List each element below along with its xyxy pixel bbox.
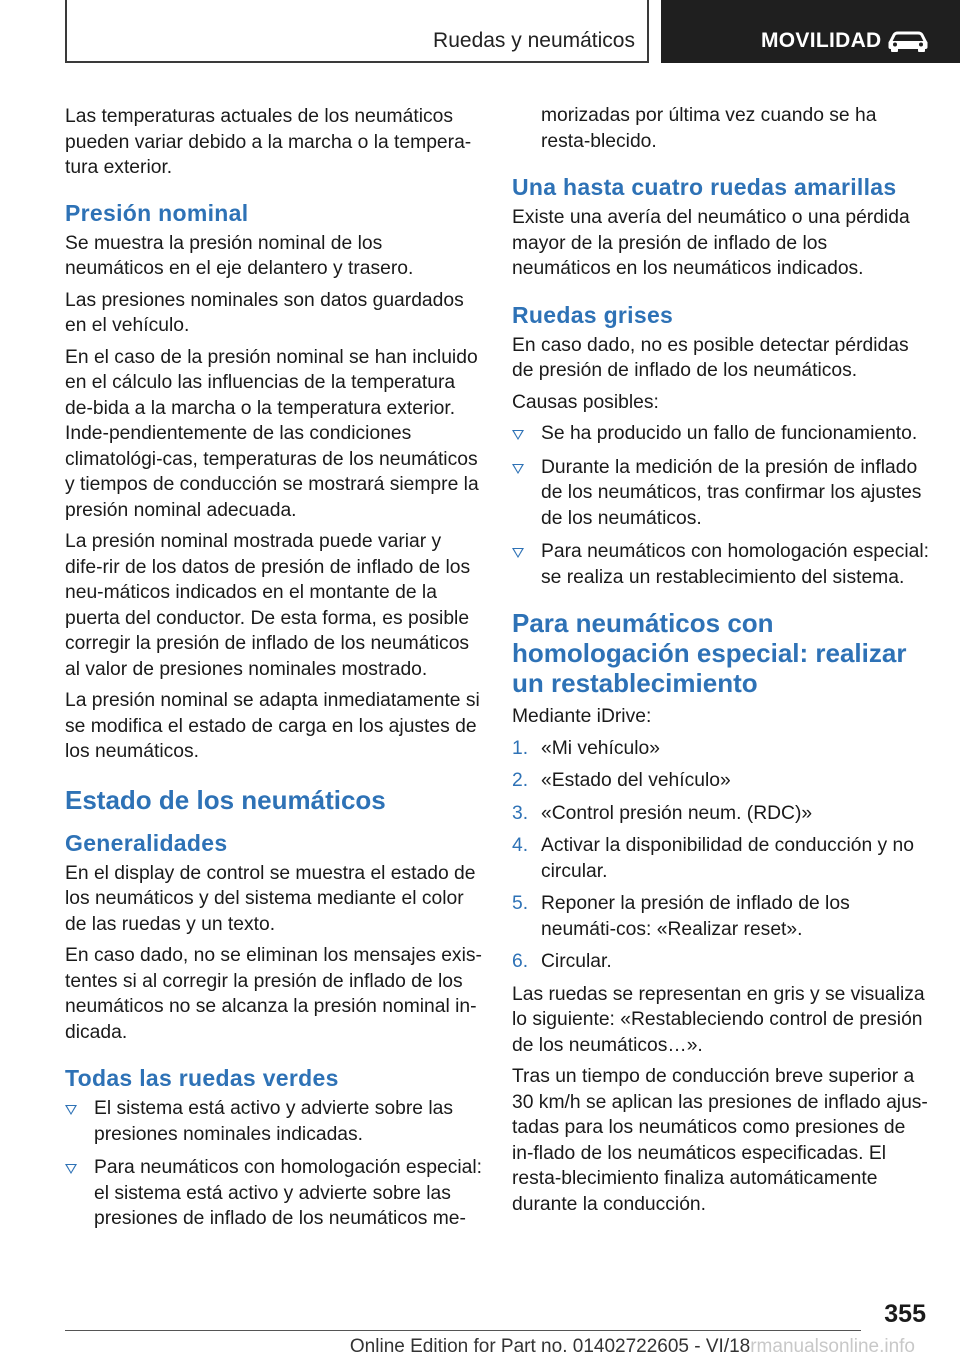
heading-ruedas-amarillas: Una hasta cuatro ruedas amarillas [512, 174, 897, 200]
paragraph: Las ruedas se representan en gris y se visualiza lo siguiente: «Restableciendo control de presión de los neumáticos…». [512, 983, 925, 1056]
paragraph: La presión nominal mostrada puede variar y dife-rir de los datos de presión de inflado de los neu-máticos indicados en el montante de la puerta del conductor. De esta forma, es posible corregir la presión de inflado de los neumáticos al valor de presiones nominales mostrado. [65, 531, 471, 680]
right-column [512, 103, 930, 1223]
heading-estado-neumaticos: Estado de los neumáticos [65, 784, 386, 815]
bullet-triangle-icon [65, 1164, 77, 1174]
verdes-list [65, 1096, 483, 1232]
steps-list [512, 736, 930, 975]
step-item: 5. Reponer la presión de inflado de los neumáti-cos: «Realizar reset». [512, 893, 850, 940]
paragraph: Existe una avería del neumático o una pérdida mayor de la presión de inflado de los neumáticos en los neumáticos indicados. [512, 207, 910, 279]
heading-presion-nominal: Presión nominal [65, 199, 249, 226]
bullet-triangle-icon [512, 464, 524, 474]
paragraph: Las presiones nominales son datos guardados en el vehículo. [65, 289, 464, 336]
heading-ruedas-grises: Ruedas grises [512, 301, 674, 328]
paragraph: En el display de control se muestra el estado de los neumáticos y del sistema mediante el color de las ruedas y un texto. [65, 862, 476, 935]
list-item: Durante la medición de la presión de inflado de los neumáticos, tras confirmar los ajustes de los neumáticos. [512, 455, 930, 532]
section-title: Ruedas y neumáticos [433, 29, 635, 52]
step-item: 2. «Estado del vehículo» [512, 770, 731, 791]
bullet-triangle-icon [65, 1105, 77, 1115]
watermark: rmanualsonline.info [750, 1336, 915, 1357]
page-number: 355 [884, 1300, 926, 1328]
step-item: 1. «Mi vehículo» [512, 737, 660, 759]
continued-paragraph: morizadas por última vez cuando se ha resta-blecido. [541, 105, 877, 152]
heading-generalidades: Generalidades [65, 829, 228, 856]
heading-homologacion-reset: Para neumáticos con homologación especial: realizar un restablecimiento [512, 608, 907, 698]
paragraph: Se muestra la presión nominal de los neumáticos en el eje delantero y trasero. [65, 232, 414, 279]
heading-ruedas-verdes: Todas las ruedas verdes [65, 1065, 339, 1091]
paragraph: Tras un tiempo de conducción breve superior a 30 km/h se aplican las presiones de inflado ajus-tadas para los neumáticos como presiones de in-flado de los neumáticos especificadas. El resta-blecimiento finaliza automáticamente durante la conducción. [512, 1066, 928, 1215]
paragraph: La presión nominal se adapta inmediatamente si se modifica el estado de carga en los ajustes de los neumáticos. [65, 690, 480, 762]
paragraph: En el caso de la presión nominal se han incluido en el cálculo las influencias de la temperatura de-bida a la marcha o la temperatura exterior. Inde-pendientemente de las condiciones climatológi-cas, temperaturas de los neumáticos y tiempos de conducción se mostrará siempre la presión nominal adecuada. [65, 346, 479, 521]
left-column [65, 104, 483, 1240]
step-item: 4. Activar la disponibilidad de conducción y no circular. [512, 835, 914, 882]
paragraph: En caso dado, no se eliminan los mensajes exis-tentes si al corregir la presión de inflado de los neumáticos no se alcanza la presión nominal in-dicada. [65, 945, 482, 1043]
paragraph: Mediante iDrive: [512, 706, 652, 727]
intro-paragraph: Las temperaturas actuales de los neumáticos pueden variar debido a la marcha o la tempera-tura exterior. [65, 106, 472, 178]
step-item: 6. Circular. [512, 951, 612, 972]
chapter-tab-label: MOVILIDAD [761, 29, 882, 52]
causas-list [512, 421, 930, 590]
footer-edition: Online Edition for Part no. 01402722605 - VI/18rmanualsonline.info [349, 1336, 915, 1357]
list-item: Para neumáticos con homologación especial: el sistema está activo y advierte sobre las presiones de inflado de los neumáticos me- [65, 1155, 483, 1232]
list-item: Se ha producido un fallo de funcionamiento. [512, 421, 930, 447]
paragraph: Causas posibles: [512, 391, 659, 413]
list-item: Para neumáticos con homologación especial: se realiza un restablecimiento del sistema. [512, 539, 930, 590]
list-item: El sistema está activo y advierte sobre las presiones nominales indicadas. [65, 1096, 483, 1147]
paragraph: En caso dado, no es posible detectar pérdidas de presión de inflado de los neumáticos. [512, 334, 909, 381]
bullet-triangle-icon [512, 430, 524, 440]
bullet-triangle-icon [512, 548, 524, 558]
chapter-tab [661, 0, 960, 63]
car-icon [887, 29, 929, 53]
footer-divider [65, 1330, 861, 1331]
step-item: 3. «Control presión neum. (RDC)» [512, 802, 813, 824]
header-section-box [65, 0, 649, 63]
